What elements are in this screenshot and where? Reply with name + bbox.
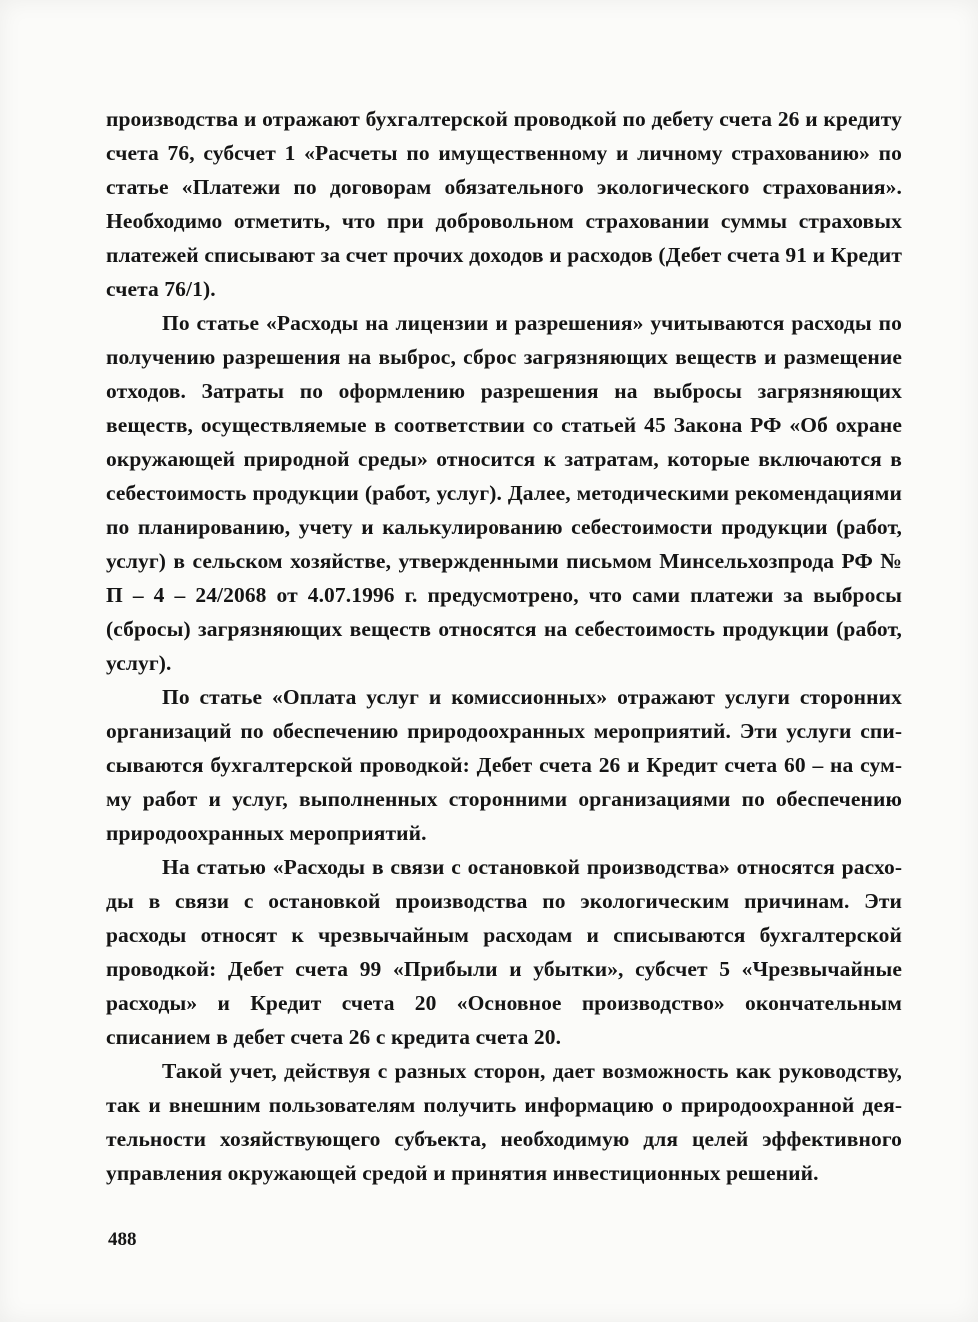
paragraph-production-stop: На статью «Расходы в связи с остановкой производства» относятся расходы в связи с остановкой производства по экологическим причинам. Эти расходы относят к чрезвычайным расходам и списываются бухгалтерской проводкой: Дебет счета 99 «Прибыли и убытки», субсчет 5 «Чрезвычайные расходы» и Кредит счета 20 «Основное производство» окончательным списанием в дебет счета 26 с кредита счета 20. xyxy=(106,855,902,1049)
paragraph-continuation: производства и отражают бухгалтерской проводкой по дебету счета 26 и кредиту счета 76, субсчет 1 «Расчеты по имущественному и личному страхованию» по статье «Платежи по договорам обязательного экологического страхования». Необходимо отметить, что при добровольном страховании суммы страховых платежей списывают за счет прочих доходов и расходов (Дебет счета 91 и Кредит счета 76/1). xyxy=(106,107,902,301)
paragraph-services: По статье «Оплата услуг и комиссионных» отражают услуги сторонних организаций по обеспечению природоохранных мероприятий. Эти услуги списываются бухгалтерской проводкой: Дебет счета 26 и Кредит счета 60 – на сумму работ и услуг, выполненных сторонними организациями по обеспечению природоохранных мероприятий. xyxy=(106,685,902,845)
paragraph-conclusion: Такой учет, действуя с разных сторон, дает возможность как руководству, так и внешним пользователям получить информацию о природоохранной деятельности хозяйствующего субъекта, необходимую для целей эффективного управления окружающей средой и принятия инвестиционных решений. xyxy=(106,1059,902,1185)
page-number: 488 xyxy=(108,1229,137,1250)
paragraph-licenses: По статье «Расходы на лицензии и разрешения» учитываются расходы по получению разрешения на выброс, сброс загрязняющих веществ и размещение отходов. Затраты по оформлению разрешения на выбросы загрязняющих веществ, осуществляемые в соответствии со статьей 45 Закона РФ «Об охране окружающей природной среды» относится к затратам, которые включаются в себестоимость продукции (работ, услуг). Далее, методическими рекомендациями по планированию, учету и калькулированию себестоимости продукции (работ, услуг) в сельском хозяйстве, утвержденными письмом Минсельхозпрода РФ № П – 4 – 24/2068 от 4.07.1996 г. предусмотрено, что сами платежи за выбросы (сбросы) загрязняющих веществ относятся на себестоимость продукции (работ, услуг). xyxy=(106,311,902,675)
body-text xyxy=(106,102,902,1190)
